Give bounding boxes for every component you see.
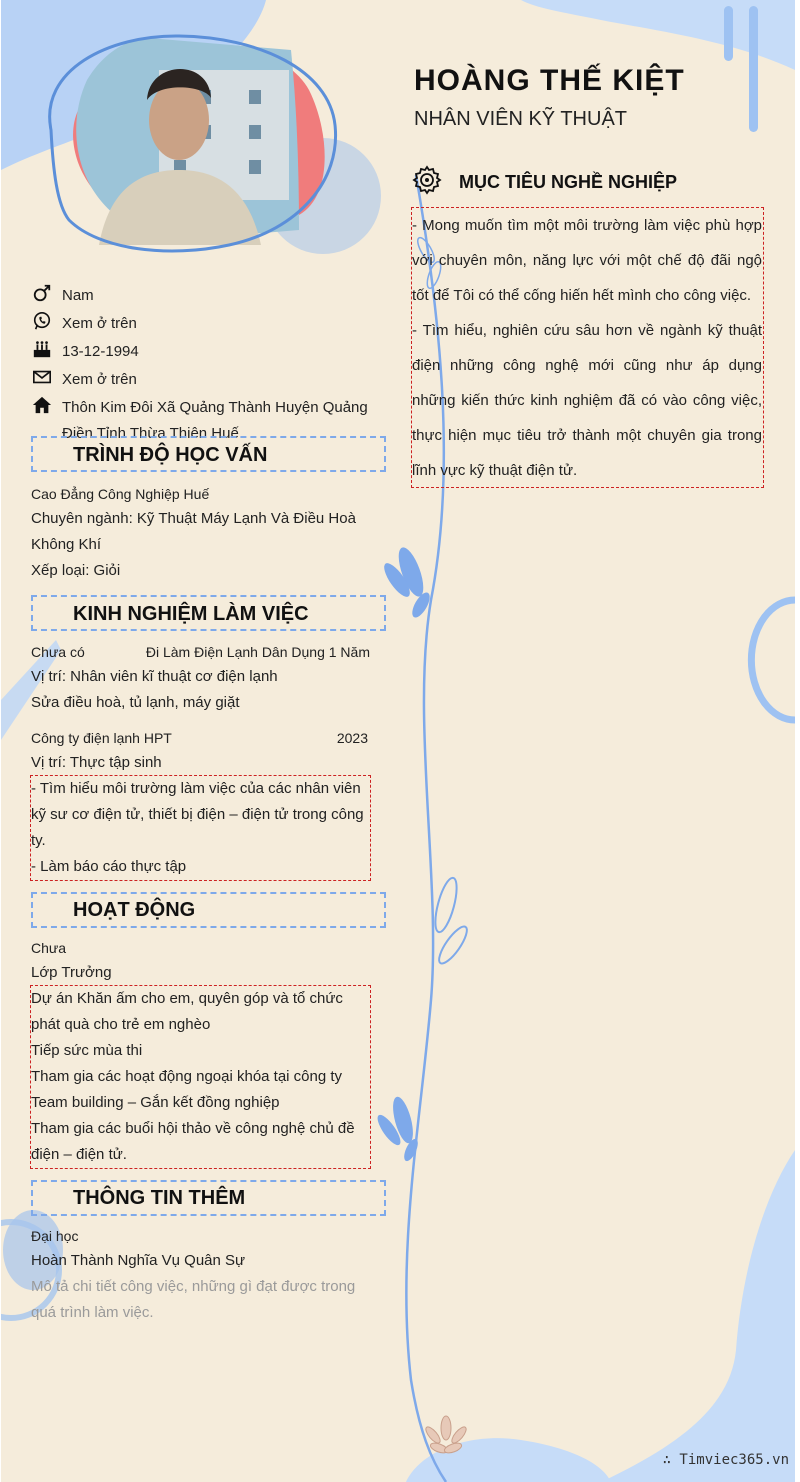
home-icon: [31, 395, 53, 415]
job-title: NHÂN VIÊN KỸ THUẬT: [414, 108, 627, 130]
activities-line: Tham gia các hoạt động ngoại khóa tại công ty: [31, 1068, 343, 1085]
address-text: Thôn Kim Đôi Xã Quảng Thành Huyện Quảng Điền Tỉnh Thừa Thiên Huế: [62, 399, 368, 442]
objective-title: MỤC TIÊU NGHỀ NGHIỆP: [459, 172, 678, 192]
experience-position: Vị trí: Thực tập sinh: [31, 754, 162, 771]
experience-company: Công ty điện lạnh HPT: [31, 730, 172, 746]
extra-info-school: Đại học: [31, 1228, 79, 1244]
experience-description: Sửa điều hoà, tủ lạnh, máy giặt: [31, 694, 240, 711]
extra-info-title: THÔNG TIN THÊM: [73, 1187, 246, 1209]
brand-watermark: ∴ Timviec365.vn: [662, 1452, 789, 1468]
target-gear-icon: [412, 165, 442, 195]
education-major: Chuyên ngành: Kỹ Thuật Máy Lạnh Và Điều Hoà Không Khí: [31, 510, 356, 553]
email-icon: [31, 367, 53, 387]
experience-time: Đi Làm Điện Lạnh Dân Dụng 1 Năm: [145, 644, 370, 660]
experience-company: Chưa có: [31, 644, 85, 660]
birthday-cake-icon: [31, 339, 53, 359]
experience-description-extra: - Làm báo cáo thực tập: [31, 858, 187, 875]
experience-time: 2023: [336, 730, 368, 746]
education-school: Cao Đẳng Công Nghiệp Huế: [31, 486, 210, 502]
objective-paragraph: - Mong muốn tìm một môi trường làm việc phù hợp với chuyên môn, năng lực với một chế độ đãi ngộ tốt để Tôi có thể cống hiến hết mình cho công việc.: [412, 217, 762, 304]
phone-icon: [31, 311, 53, 331]
activities-line: Tiếp sức mùa thi: [31, 1042, 143, 1059]
experience-title: KINH NGHIỆM LÀM VIỆC: [73, 603, 309, 625]
gender-icon: [31, 283, 53, 303]
experience-description: - Tìm hiểu môi trường làm việc của các nhân viên kỹ sư cơ điện tử, thiết bị điện – điện tử trong công ty.: [31, 780, 364, 849]
email-text: Xem ở trên: [62, 371, 137, 388]
candidate-name: HOÀNG THẾ KIỆT: [414, 64, 685, 97]
birthday-text: 13-12-1994: [62, 343, 139, 360]
activities-line: Team building – Gắn kết đồng nghiệp: [31, 1094, 280, 1111]
extra-info-placeholder: Mô tả chi tiết công việc, những gì đạt được trong quá trình làm việc.: [31, 1278, 356, 1321]
cv-page: [1, 0, 795, 1482]
objective-paragraph: - Tìm hiểu, nghiên cứu sâu hơn về ngành kỹ thuật điện những công nghệ mới cũng như áp dụng những kiến thức kinh nghiệm đã có vào công việc, thực hiện mục tiêu trở thành một chuyên gia trong lĩnh vực kỹ thuật điện tử.: [412, 322, 762, 479]
activities-role: Lớp Trưởng: [31, 964, 112, 981]
objective-text: [412, 208, 762, 488]
gender-text: Nam: [62, 287, 94, 304]
activities-line: Dự án Khăn ấm cho em, quyên góp và tổ chức phát quà cho trẻ em nghèo: [31, 990, 343, 1033]
education-grade: Xếp loại: Giỏi: [31, 562, 121, 579]
education-title: TRÌNH ĐỘ HỌC VẤN: [73, 444, 268, 466]
avatar: [29, 30, 349, 262]
experience-position: Vị trí: Nhân viên kĩ thuật cơ điện lạnh: [31, 668, 278, 685]
extra-info-item: Hoàn Thành Nghĩa Vụ Quân Sự: [31, 1252, 246, 1269]
phone-text: Xem ở trên: [62, 315, 137, 332]
activities-organization: Chưa: [31, 940, 67, 956]
activities-line: Tham gia các buổi hội thảo về công nghệ chủ đề điện – điện tử.: [31, 1120, 355, 1163]
activities-title: HOẠT ĐỘNG: [73, 899, 196, 921]
